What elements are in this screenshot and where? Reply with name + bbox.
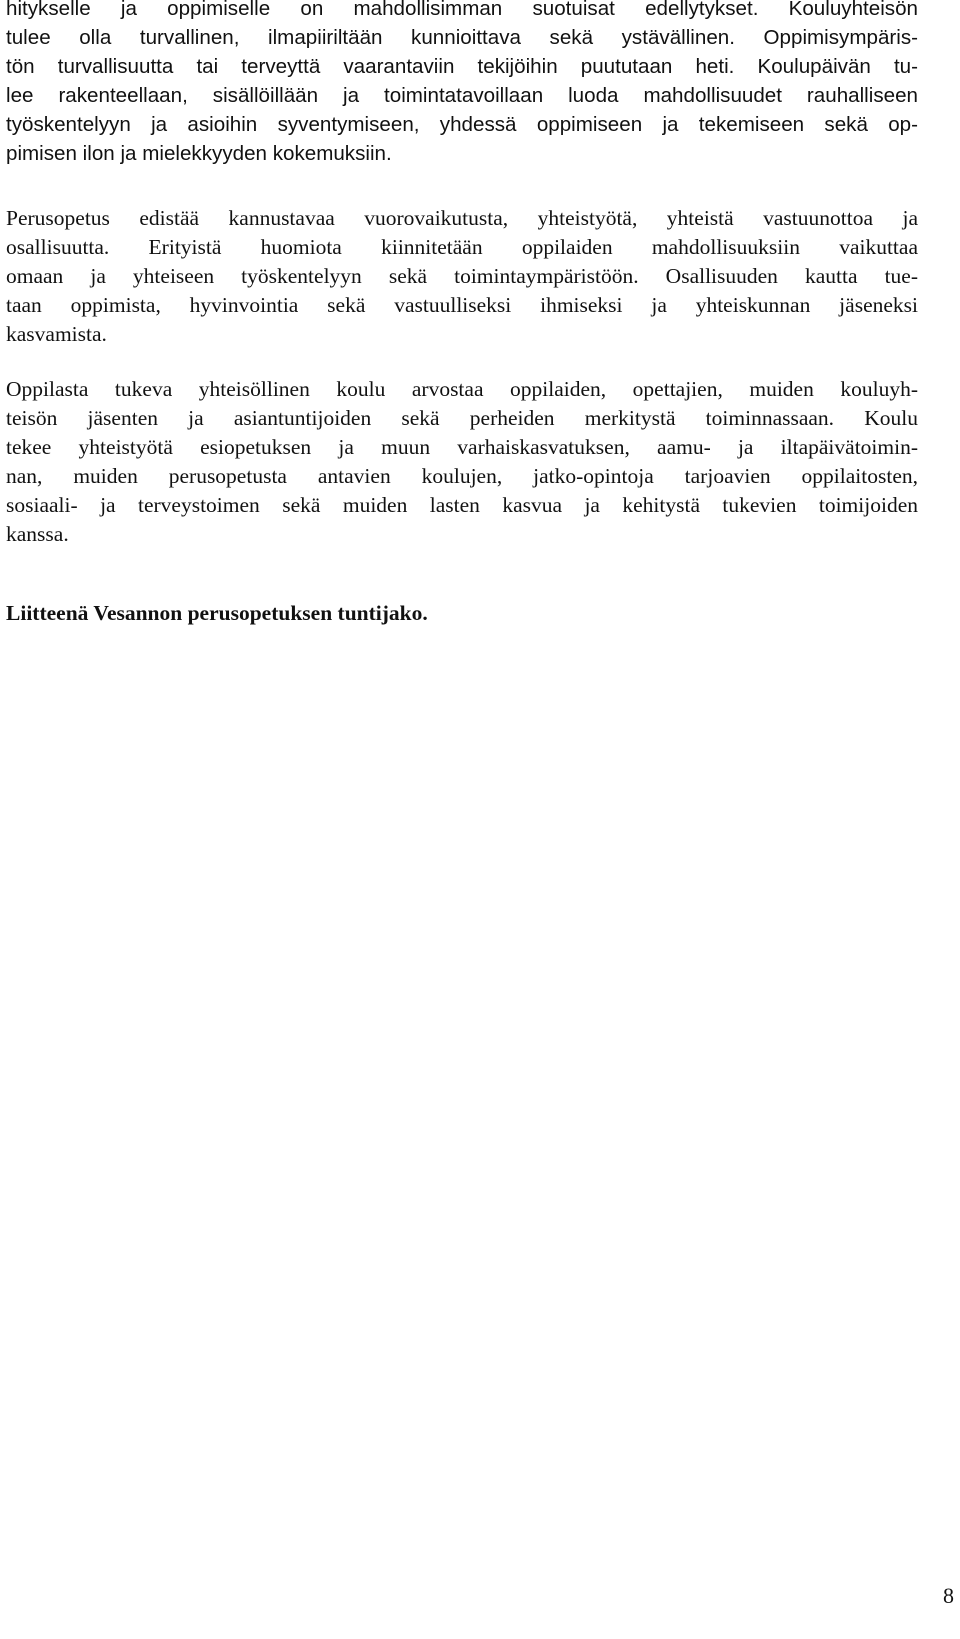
page-number: 8 — [943, 1583, 954, 1608]
paragraph-learning-environment — [6, 0, 918, 168]
text-line: Perusopetus edistää kannustavaa vuorovaikutusta, yhteistyötä, yhteistä vastuunottoa ja — [6, 206, 918, 230]
text-line: lee rakenteellaan, sisällöillään ja toimintatavoillaan luoda mahdollisuudet rauhalliseen — [6, 84, 918, 107]
text-line: Liitteenä Vesannon perusopetuksen tuntijako. — [6, 601, 428, 625]
text-line: kasvamista. — [6, 322, 107, 346]
paragraph-community-cooperation — [6, 375, 918, 549]
attachment-note — [6, 599, 918, 628]
text-line: Oppilasta tukeva yhteisöllinen koulu arvostaa oppilaiden, opettajien, muiden kouluyh- — [6, 377, 918, 401]
text-line: taan oppimista, hyvinvointia sekä vastuulliseksi ihmiseksi ja yhteiskunnan jäseneksi — [6, 293, 918, 317]
text-line: pimisen ilon ja mielekkyyden kokemuksiin. — [6, 142, 392, 165]
paragraph-participation — [6, 204, 918, 349]
text-line: hitykselle ja oppimiselle on mahdollisimman suotuisat edellytykset. Kouluyhteisön — [6, 0, 918, 20]
text-line: osallisuutta. Erityistä huomiota kiinnitetään oppilaiden mahdollisuuksiin vaikuttaa — [6, 235, 918, 259]
text-line: tön turvallisuutta tai terveyttä vaarantaviin tekijöihin puututaan heti. Koulupäivän tu- — [6, 55, 918, 78]
text-line: nan, muiden perusopetusta antavien koulujen, jatko-opintoja tarjoavien oppilaitosten, — [6, 464, 918, 488]
text-line: omaan ja yhteiseen työskentelyyn sekä toimintaympäristöön. Osallisuuden kautta tue- — [6, 264, 918, 288]
text-line: sosiaali- ja terveystoimen sekä muiden lasten kasvua ja kehitystä tukevien toimijoiden — [6, 493, 918, 517]
text-line: työskentelyyn ja asioihin syventymiseen, yhdessä oppimiseen ja tekemiseen sekä op- — [6, 113, 918, 136]
text-line: tekee yhteistyötä esiopetuksen ja muun varhaiskasvatuksen, aamu- ja iltapäivätoimin- — [6, 435, 918, 459]
text-line: kanssa. — [6, 522, 69, 546]
text-line: tulee olla turvallinen, ilmapiiriltään kunnioittava sekä ystävällinen. Oppimisympäris- — [6, 26, 918, 49]
text-line: teisön jäsenten ja asiantuntijoiden sekä perheiden merkitystä toiminnassaan. Koulu — [6, 406, 918, 430]
